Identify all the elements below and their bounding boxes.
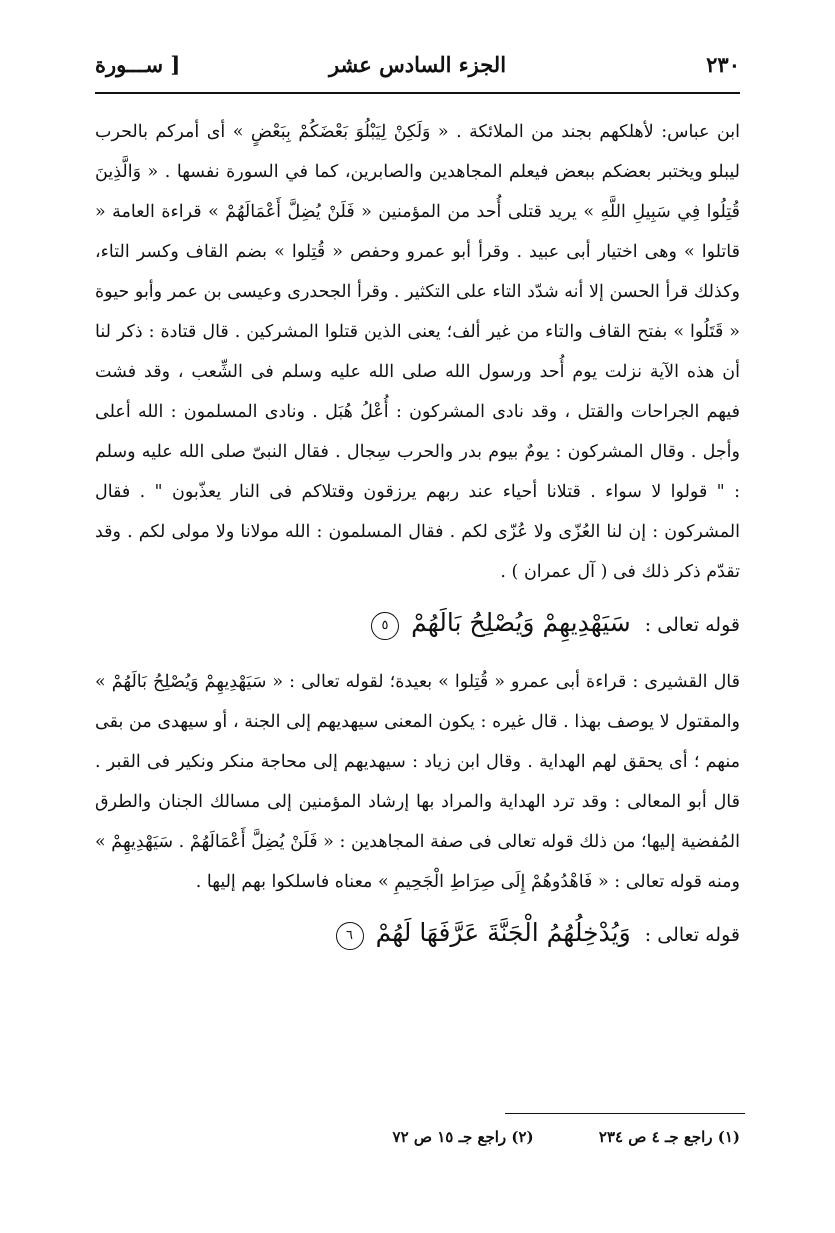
verse-5-text: سَيَهْدِيهِمْ وَيُصْلِحُ بَالَهُمْ <box>411 608 631 637</box>
verse-6-number: ٦ <box>336 922 364 950</box>
footnote-1: (١) راجع جـ ٤ ص ٢٣٤ <box>598 1128 740 1146</box>
page-number: ٢٣٠ <box>706 52 740 77</box>
page-body <box>95 112 740 972</box>
verse-6-lead: قوله تعالى : <box>644 924 740 946</box>
header-rule <box>95 92 740 94</box>
footnote-2: (٢) راجع جـ ١٥ ص ٧٢ <box>392 1128 534 1146</box>
verse-5-lead: قوله تعالى : <box>644 614 740 636</box>
verse-6 <box>95 910 740 958</box>
verse-5 <box>95 600 740 648</box>
page-header <box>95 52 740 88</box>
verse-6-text: وَيُدْخِلُهُمُ الْجَنَّةَ عَرَّفَهَا لَهُمْ <box>375 918 631 947</box>
part-title: الجزء السادس عشر <box>328 52 507 77</box>
verse-5-number: ٥ <box>371 612 399 640</box>
footnotes <box>95 1128 740 1146</box>
surah-label: [ ســـورة <box>95 52 181 77</box>
paragraph-1: ابن عباس: لأهلكهم بجند من الملائكة . « وَلَكِنْ لِيَبْلُوَ بَعْضَكُمْ بِبَعْضٍ » أى أمركم بالحرب ليبلو ويختبر بعضكم ببعض فيعلم المجاهدين والصابرين، كما في السورة نفسها . « وَالَّذِينَ قُتِلُوا فِي سَبِيلِ اللَّهِ » يريد قتلى أُحد من المؤمنين « فَلَنْ يُضِلَّ أَعْمَالَهُمْ » قراءة العامة « قاتلوا » وهى اختيار أبى عبيد . وقرأ أبو عمرو وحفص « قُتِلوا » بضم القاف وكسر التاء، وكذلك قرأ الحسن إلا أنه شدّد التاء على التكثير . وقرأ الجحدرى وعيسى بن عمر وأبو حيوة « قَتَلُوا » بفتح القاف والتاء من غير ألف؛ يعنى الذين قتلوا المشركين . قال قتادة : ذكر لنا أن هذه الآية نزلت يوم أُحد ورسول الله صلى الله عليه وسلم فى الشِّعب ، وقد فشت فيهم الجراحات والقتل ، وقد نادى المشركون : أُعْلُ هُبَل . ونادى المسلمون : الله أعلى وأجل . وقال المشركون : يومٌ بيوم بدر والحرب سِجال . فقال النبىّ صلى الله عليه وسلم : " قولوا لا سواء . قتلانا أحياء عند ربهم يرزقون وقتلاكم فى النار يعذّبون " . فقال المشركون : إن لنا العُزّى ولا عُزّى لكم . فقال المسلمون : الله مولانا ولا مولى لكم . وقد تقدّم ذكر ذلك فى ( آل عمران ) . <box>95 122 740 582</box>
paragraph-2: قال القشيرى : قراءة أبى عمرو « قُتِلوا » بعيدة؛ لقوله تعالى : « سَيَهْدِيهِمْ وَيُصْلِحُ بَالَهُمْ » والمقتول لا يوصف بهذا . قال غيره : يكون المعنى سيهديهم إلى الجنة ، أو سيهدى من بقى منهم ؛ أى يحقق لهم الهداية . وقال ابن زياد : سيهديهم إلى محاجة منكر ونكير فى القبر . قال أبو المعالى : وقد ترد الهداية والمراد بها إرشاد المؤمنين إلى مسالك الجنان والطرق المُفضية إليها؛ من ذلك قوله تعالى فى صفة المجاهدين : « فَلَنْ يُضِلَّ أَعْمَالَهُمْ . سَيَهْدِيهِمْ » ومنه قوله تعالى : « فَاهْدُوهُمْ إِلَى صِرَاطِ الْجَحِيمِ » معناه فاسلكوا بهم إليها . <box>95 672 740 892</box>
footnote-rule <box>505 1113 745 1114</box>
